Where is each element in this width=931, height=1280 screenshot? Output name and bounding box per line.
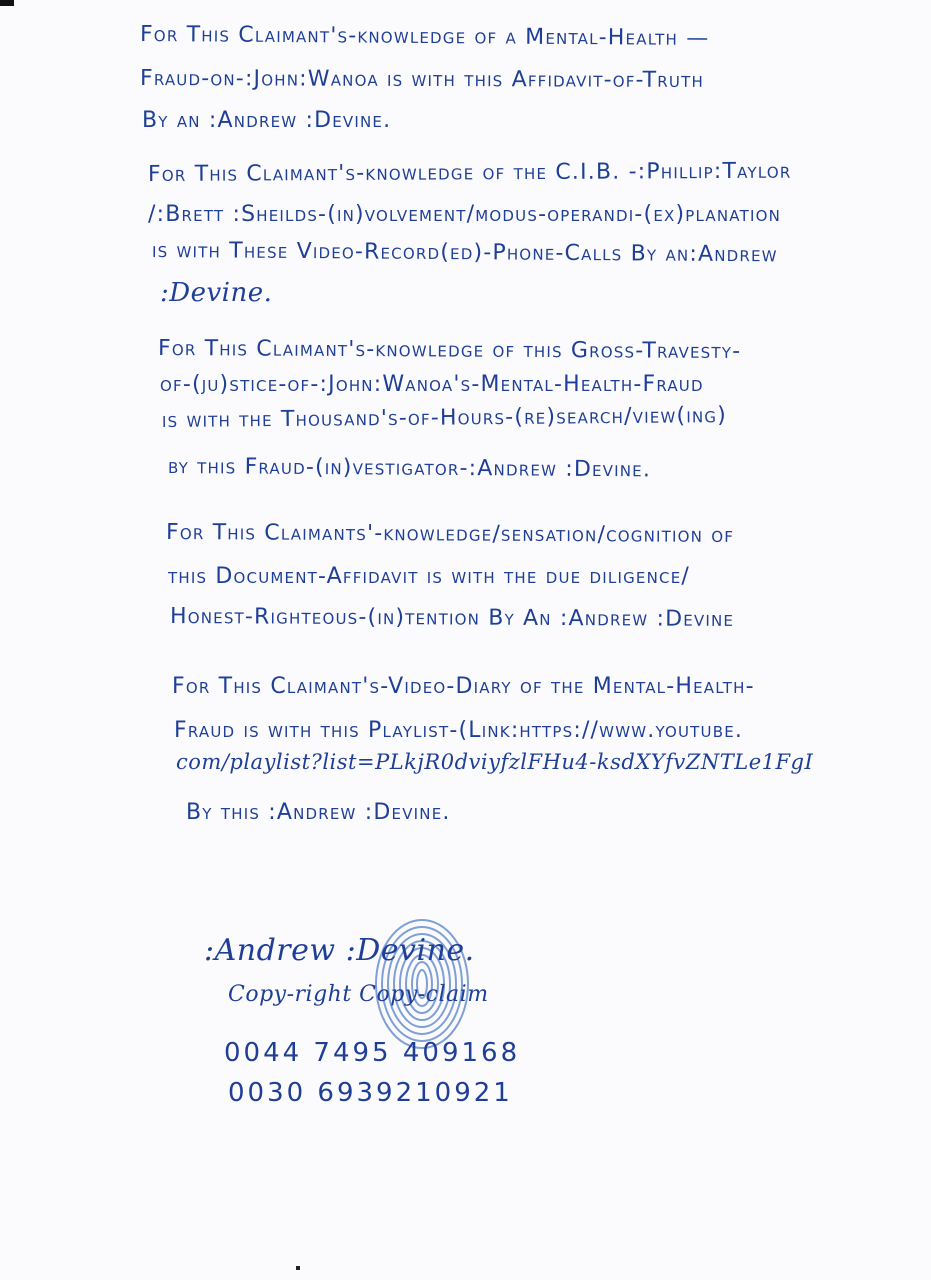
phone-number-1: 0044 7495 409168: [224, 1038, 521, 1068]
scan-artifact: [296, 1266, 300, 1270]
paragraph-5-line-4: By this :Andrew :Devine.: [186, 800, 451, 825]
signature-claim: Copy-right Copy-claim: [228, 982, 489, 1007]
paragraph-5-line-1: For This Claimant's-Video-Diary of the Mental-Health-: [172, 674, 755, 699]
paragraph-1-line-1: For This Claimant's-knowledge of a Mental-Health —: [139, 22, 710, 51]
paragraph-1-line-2: Fraud-on-:John:Wanoa is with this Affidavit-of-Truth: [139, 66, 705, 93]
paragraph-4-line-1: For This Claimants'-knowledge/sensation/cognition of: [165, 520, 735, 548]
paragraph-5-line-2: Fraud is with this Playlist-(Link:https://www.youtube.: [174, 718, 744, 743]
paragraph-3-line-3: is with the Thousand's-of-Hours-(re)search/view(ing): [161, 403, 728, 433]
paragraph-1-line-3: By an :Andrew :Devine.: [142, 108, 392, 133]
paragraph-4-line-2: this Document-Affidavit is with the due diligence/: [168, 564, 690, 589]
scan-corner-mark: [0, 0, 14, 6]
phone-number-2: 0030 6939210921: [228, 1078, 513, 1108]
paragraph-2-line-3: is with These Video-Record(ed)-Phone-Calls By an:Andrew: [151, 238, 778, 268]
signature-name: :Andrew :Devine.: [204, 933, 475, 968]
paragraph-5-line-3: com/playlist?list=PLkjR0dviyfzlFHu4-ksdXYfvZNTLe1FgI: [176, 750, 814, 774]
paragraph-3-line-1: For This Claimant's-knowledge of this Gross-Travesty-: [157, 336, 742, 365]
paragraph-3-line-2: of-(ju)stice-of-:John:Wanoa's-Mental-Health-Fraud: [160, 372, 704, 397]
paragraph-2-line-2: /:Brett :Sheilds-(in)volvement/modus-operandi-(ex)planation: [148, 202, 782, 227]
paragraph-4-line-3: Honest-Righteous-(in)tention By An :Andrew :Devine: [169, 604, 735, 632]
paragraph-2-line-4: :Devine.: [160, 278, 273, 308]
paragraph-2-line-1: For This Claimant's-knowledge of the C.I.B. -:Phillip:Taylor: [147, 158, 792, 187]
paragraph-3-line-4: by this Fraud-(in)vestigator-:Andrew :Devine.: [167, 454, 652, 483]
